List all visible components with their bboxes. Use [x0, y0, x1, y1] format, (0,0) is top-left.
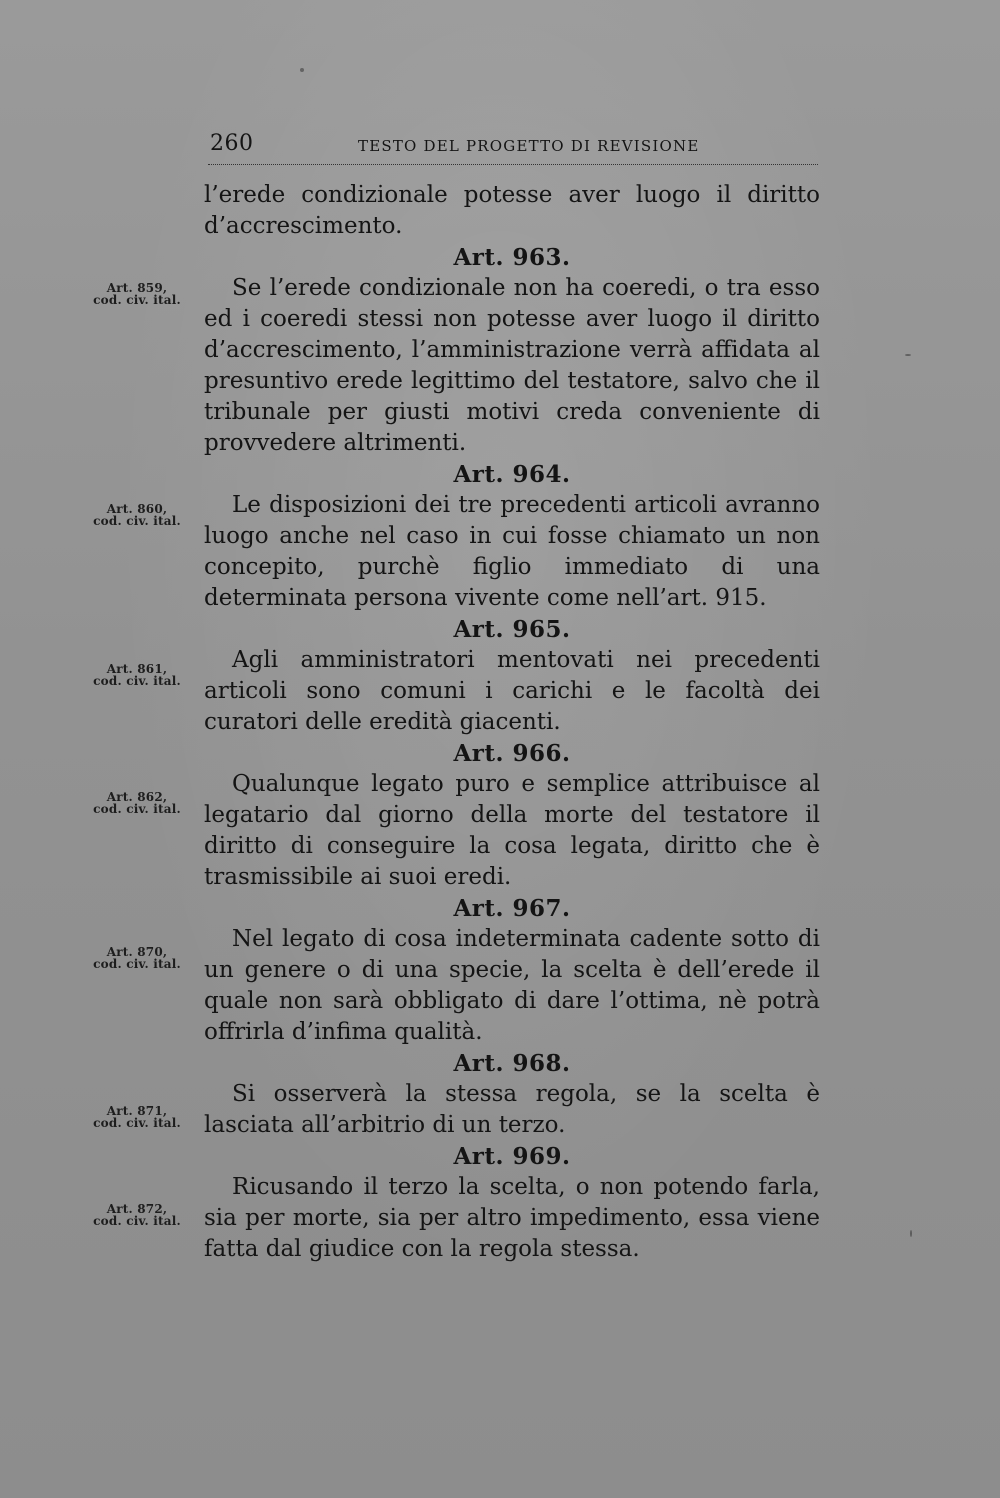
- running-head: TESTO DEL PROGETTO DI REVISIONE: [358, 137, 700, 155]
- page-header: [208, 132, 818, 165]
- margin-note-870: [84, 946, 190, 970]
- article-heading-963: Art. 963.: [453, 244, 571, 271]
- margin-note-line2: cod. civ. ital.: [93, 674, 181, 688]
- margin-note-line2: cod. civ. ital.: [93, 1214, 181, 1228]
- article-text-969: Ricusando il terzo la scelta, o non potendo farla, sia per morte, sia per altro impedimento, essa viene fatta dal giudice con la regola stessa.: [204, 1174, 820, 1262]
- margin-note-line1: Art. 871,: [106, 1104, 168, 1118]
- article-heading-968: Art. 968.: [453, 1050, 571, 1077]
- margin-note-line1: Art. 862,: [106, 790, 168, 804]
- paper-speck: [905, 354, 911, 356]
- margin-note-line1: Art. 860,: [106, 502, 168, 516]
- margin-note-line1: Art. 859,: [106, 281, 168, 295]
- margin-note-860: [84, 503, 190, 527]
- article-text-967: Nel legato di cosa indeterminata cadente sotto di un genere o di una specie, la scelta è dell’erede il quale non sarà obbligato di dare l’ottima, nè potrà offrirla d’infima qualità.: [204, 926, 820, 1045]
- margin-note-line2: cod. civ. ital.: [93, 802, 181, 816]
- margin-note-line1: Art. 872,: [106, 1202, 168, 1216]
- margin-note-859: [84, 282, 190, 306]
- article-text-963: Se l’erede condizionale non ha coeredi, o tra esso ed i coeredi stessi non potesse aver luogo il diritto d’accrescimento, l’amministrazione verrà affidata al presuntivo erede legittimo del testatore, salvo che il tribunale per giusti motivi creda conveniente di provvedere altrimenti.: [204, 275, 820, 456]
- margin-note-line1: Art. 870,: [106, 945, 168, 959]
- margin-note-line1: Art. 861,: [106, 662, 168, 676]
- paper-speck: [300, 68, 304, 72]
- article-heading-964: Art. 964.: [453, 461, 571, 488]
- intro-paragraph: l’erede condizionale potesse aver luogo il diritto d’accrescimento.: [204, 182, 820, 239]
- margin-note-line2: cod. civ. ital.: [93, 957, 181, 971]
- article-heading-966: Art. 966.: [453, 740, 571, 767]
- article-heading-967: Art. 967.: [453, 895, 571, 922]
- paper-speck: [910, 1230, 912, 1237]
- margin-note-861: [84, 663, 190, 687]
- article-heading-969: Art. 969.: [453, 1143, 571, 1170]
- article-text-966: Qualunque legato puro e semplice attribuisce al legatario dal giorno della morte del testatore il diritto di conseguire la cosa legata, diritto che è trasmissibile ai suoi eredi.: [204, 771, 820, 890]
- margin-note-872: [84, 1203, 190, 1227]
- article-heading-965: Art. 965.: [453, 616, 571, 643]
- margin-note-871: [84, 1105, 190, 1129]
- margin-note-line2: cod. civ. ital.: [93, 293, 181, 307]
- margin-note-line2: cod. civ. ital.: [93, 514, 181, 528]
- margin-note-line2: cod. civ. ital.: [93, 1116, 181, 1130]
- article-text-968: Si osserverà la stessa regola, se la scelta è lasciata all’arbitrio di un terzo.: [204, 1081, 820, 1138]
- article-text-965: Agli amministratori mentovati nei precedenti articoli sono comuni i carichi e le facoltà dei curatori delle eredità giacenti.: [204, 647, 820, 735]
- page-number: 260: [210, 131, 254, 156]
- margin-note-862: [84, 791, 190, 815]
- main-text: [204, 180, 820, 1265]
- article-text-964: Le disposizioni dei tre precedenti articoli avranno luogo anche nel caso in cui fosse chiamato un non concepito, purchè figlio immediato di una determinata persona vivente come nell’art. 915.: [204, 492, 820, 611]
